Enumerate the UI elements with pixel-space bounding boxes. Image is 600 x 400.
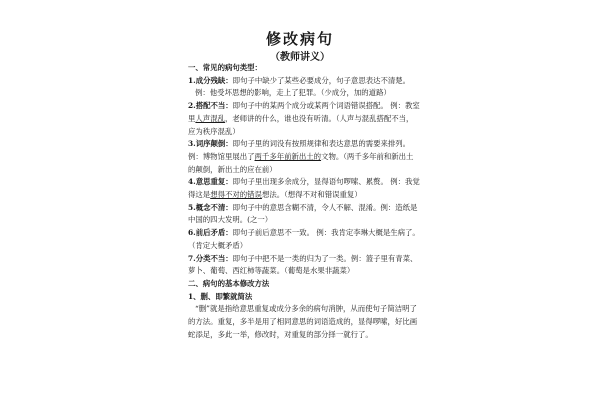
item-text-cont: 想法。（想得不对和错误重复） xyxy=(261,190,362,200)
item-text: 即句子中缺少了某些必要成分，句子意思表达不清楚。 xyxy=(232,75,411,85)
item-text: 即句子中的某两个成分或某两个词语错误搭配。 例：教室里 xyxy=(188,101,420,123)
item-label: 2.搭配不当： xyxy=(188,101,233,111)
item-5 xyxy=(188,202,420,227)
item-text: 即句子里出现多余成分，显得语句啰嗦、累赘。 例：我觉得这是 xyxy=(188,177,420,200)
item-text: 即句子中把不是一类的归为了一类。例：篮子里有青菜、萝卜、葡萄、西红柿等蔬菜。（葡萄是水果非蔬菜） xyxy=(188,253,418,276)
item-text: 即句子里的词没有按照规律和表达意思的需要来排列。例：博物馆里展出了 xyxy=(188,139,411,161)
item-label: 1.成分残缺： xyxy=(188,75,233,85)
underlined-phrase: 两千多年前新出土的 xyxy=(254,151,322,161)
item-4 xyxy=(188,176,420,201)
item-text-cont: 文物。（两千多年前和新出土的颠倒，新出土的应在前） xyxy=(188,151,414,174)
doc-subtitle: （教师讲义） xyxy=(270,52,330,63)
method-text: “删”就是指给意思重复或成分多余的病句消肿，从而使句子简洁明了的方法。重复，多半是用了相同意思的词语造成的，显得啰嗦，好比画蛇添足，多此一举，修改时，对重复的部分择一就行了。 xyxy=(188,304,418,339)
underlined-phrase: 想得不对的错误 xyxy=(210,190,262,200)
item-text-cont: ，老师讲的什么，谁也没有听清。（人声与混乱搭配不当，应为秩序混乱） xyxy=(188,113,414,136)
item-text: 即句子前后意思不一致。 例：我肯定李琳大概是生病了。（肯定大概矛盾） xyxy=(188,228,420,250)
doc-body xyxy=(188,62,420,341)
item-text: 即句子中的意思含糊不清，令人不解、混淆。例：造纸是中国的四大发明。(之一） xyxy=(188,202,418,225)
item-2 xyxy=(188,100,420,138)
item-label: 7.分类不当： xyxy=(188,253,233,263)
section-heading: 二、病句的基本修改方法 xyxy=(188,278,270,288)
doc-title: 修改病句 xyxy=(265,30,334,48)
item-1 xyxy=(188,75,420,88)
method-heading: 1、删、即繁就简法 xyxy=(188,291,253,301)
item-3 xyxy=(188,138,420,176)
section-heading: 一、常见的病句类型： xyxy=(188,63,262,72)
item-label: 5.概念不清： xyxy=(188,202,233,212)
item-6 xyxy=(188,227,420,252)
item-label: 3.词序颠倒： xyxy=(188,139,233,149)
underlined-phrase: 人声混乱 xyxy=(195,113,225,123)
item-example: 例：他受坏思想的影响，走上了犯罪。（少成分，加的道路） xyxy=(195,88,391,98)
item-7 xyxy=(188,253,420,278)
item-label: 6.前后矛盾： xyxy=(188,228,233,238)
item-label: 4.意思重复： xyxy=(188,177,233,187)
